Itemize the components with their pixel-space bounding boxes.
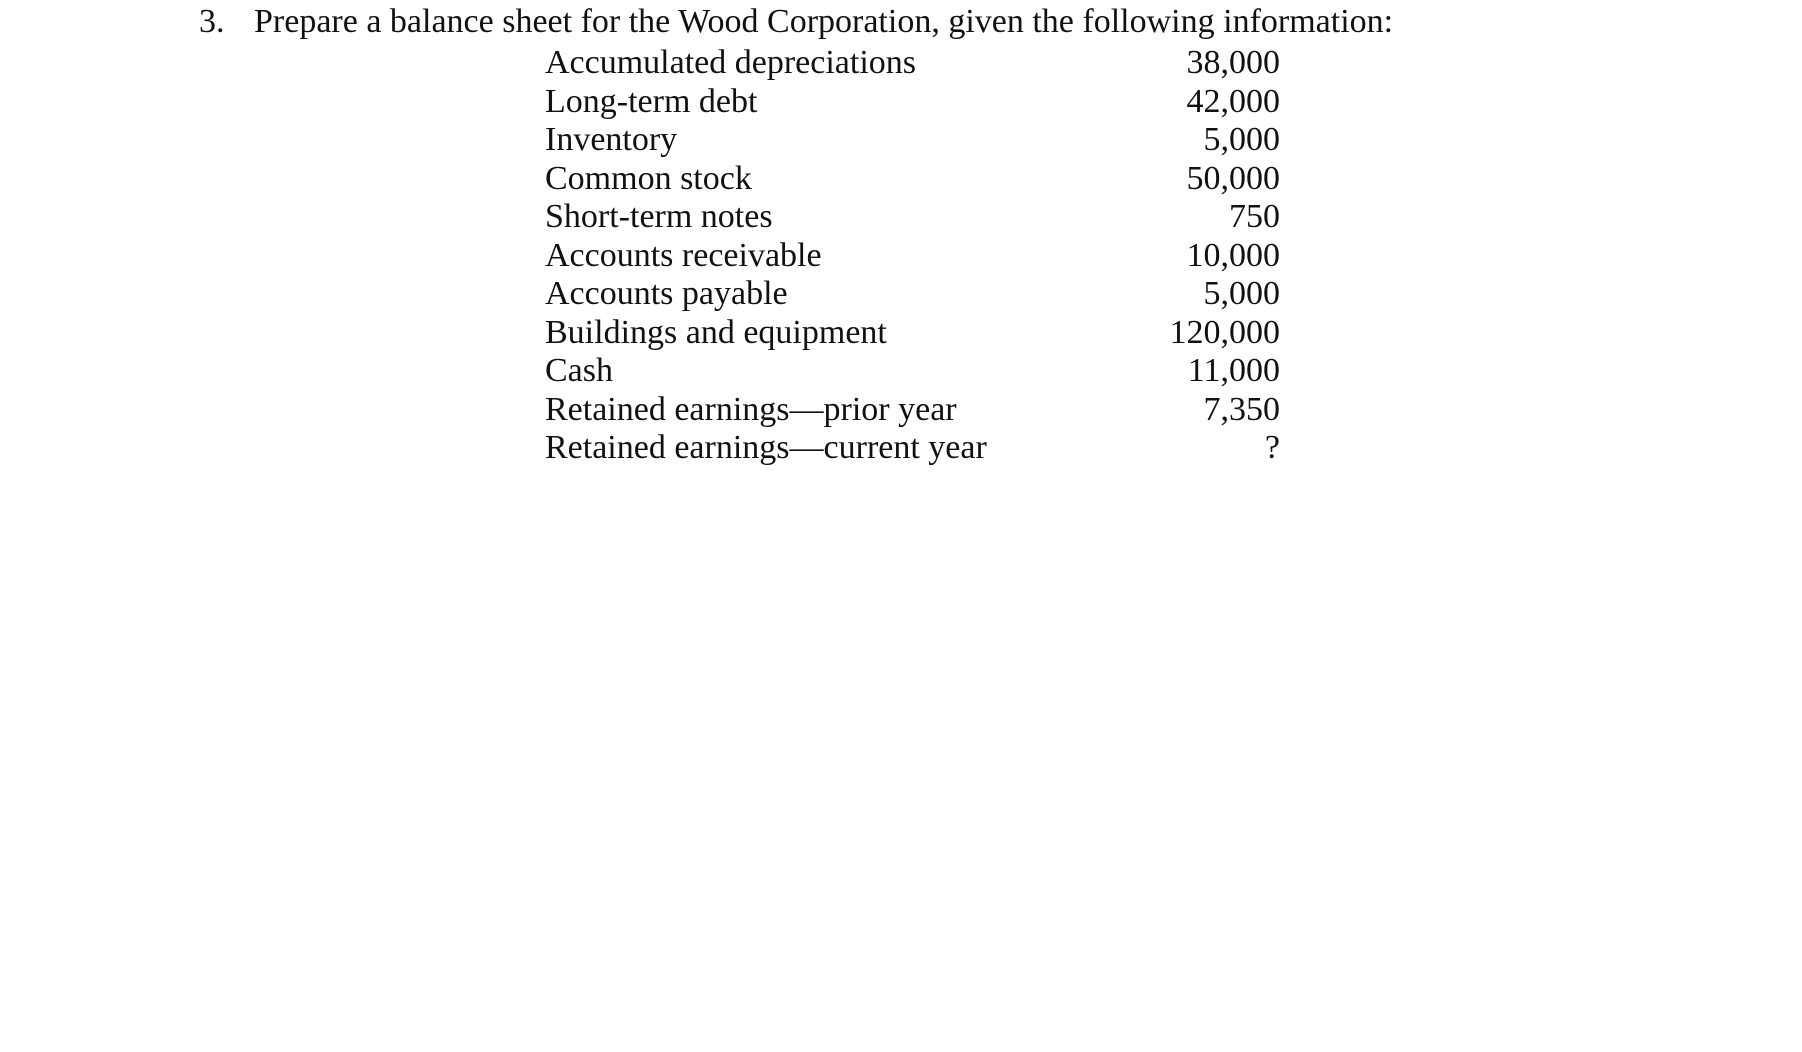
list-item	[545, 352, 1280, 391]
list-item	[545, 429, 1280, 468]
account-label: Inventory	[545, 121, 678, 158]
account-label: Retained earnings—prior year	[545, 390, 957, 428]
account-amount: 5,000	[1203, 121, 1280, 158]
list-item	[545, 83, 1280, 122]
account-label: Long-term debt	[545, 82, 758, 120]
question-number: 3.	[199, 3, 225, 40]
account-amount: 10,000	[1186, 236, 1280, 274]
question-prompt	[199, 2, 1393, 42]
account-label: Accounts receivable	[545, 236, 822, 274]
account-amount: 42,000	[1186, 82, 1280, 120]
list-item	[545, 121, 1280, 160]
question-text: Prepare a balance sheet for the Wood Corporation, given the following information:	[254, 3, 1394, 40]
account-amount: 120,000	[1169, 313, 1280, 351]
account-list	[545, 44, 1280, 468]
account-label: Common stock	[545, 159, 752, 197]
list-item	[545, 198, 1280, 237]
account-amount: 50,000	[1186, 159, 1280, 197]
account-label: Retained earnings—current year	[545, 429, 987, 466]
list-item	[545, 237, 1280, 276]
account-amount: 750	[1229, 198, 1280, 235]
list-item	[545, 275, 1280, 314]
list-item	[545, 44, 1280, 83]
account-label: Short-term notes	[545, 198, 773, 235]
list-item	[545, 391, 1280, 430]
account-label: Accounts payable	[545, 275, 788, 312]
account-label: Buildings and equipment	[545, 313, 887, 351]
list-item	[545, 314, 1280, 353]
account-amount: 5,000	[1203, 275, 1280, 312]
account-amount: ?	[1264, 429, 1280, 466]
account-label: Accumulated depreciations	[545, 44, 917, 81]
account-amount: 38,000	[1186, 44, 1280, 81]
list-item	[545, 160, 1280, 199]
account-label: Cash	[545, 352, 613, 389]
account-amount: 11,000	[1187, 352, 1280, 389]
account-amount: 7,350	[1203, 390, 1280, 428]
